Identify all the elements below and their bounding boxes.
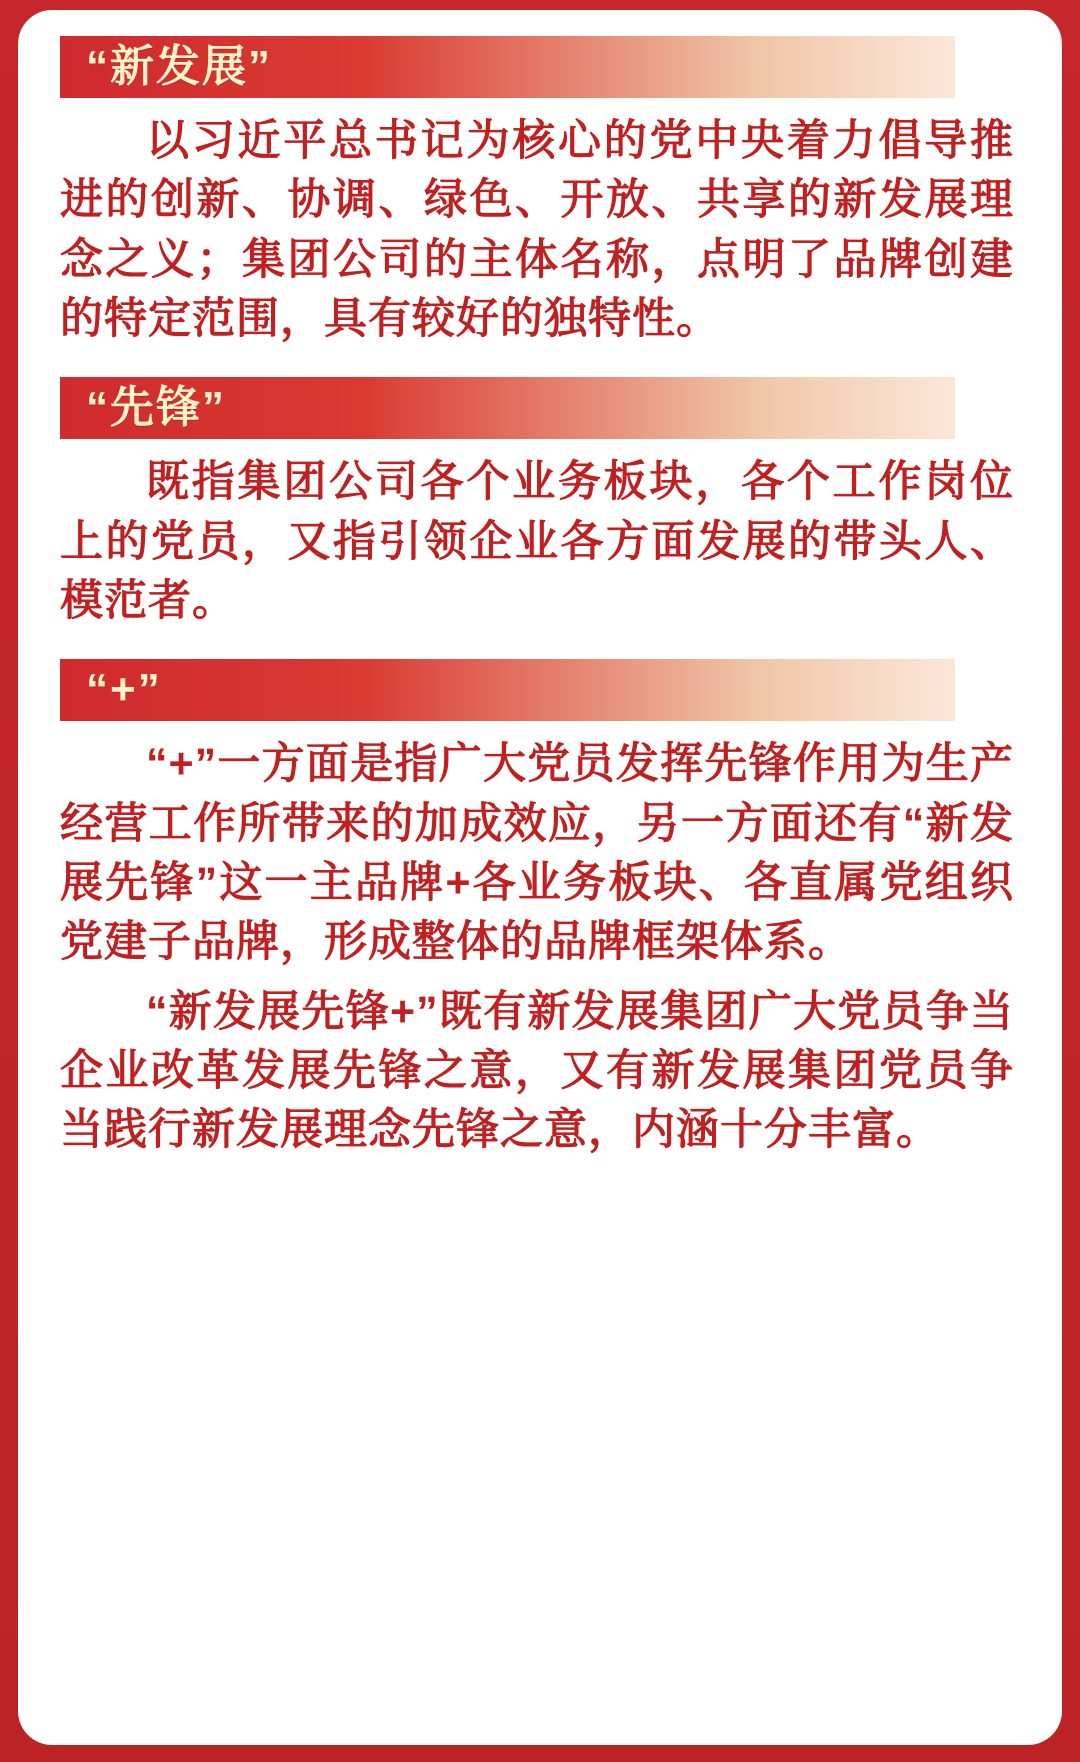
- spacer: [60, 359, 1020, 377]
- section-heading-text: “先锋”: [86, 383, 226, 433]
- section-paragraph: 以习近平总书记为核心的党中央着力倡导推进的创新、协调、绿色、开放、共享的新发展理念之义；集团公司的主体名称，点明了品牌创建的特定范围，具有较好的独特性。: [60, 117, 1014, 343]
- section-new-development: [60, 36, 1020, 349]
- section-heading-banner: [60, 36, 955, 98]
- section-paragraph: “+”一方面是指广大党员发挥先锋作用为生产经营工作所带来的加成效应，另一方面还有“新发展先锋”这一主品牌+各业务板块、各直属党组织党建子品牌，形成整体的品牌框架体系。: [60, 740, 1014, 967]
- section-paragraph: “新发展先锋+”既有新发展集团广大党员争当企业改革发展先锋之意，又有新发展集团党员争当践行新发展理念先锋之意，内涵十分丰富。: [60, 987, 1014, 1155]
- section-paragraph: 既指集团公司各个业务板块，各个工作岗位上的党员，又指引领企业各方面发展的带头人、模范者。: [60, 458, 1014, 625]
- section-heading-banner: [60, 659, 955, 721]
- section-heading-text: “+”: [86, 665, 162, 715]
- content-card: [18, 10, 1062, 1745]
- section-pioneer: [60, 377, 1020, 631]
- spacer: [60, 641, 1020, 659]
- section-heading-banner: [60, 377, 955, 439]
- section-plus: [60, 659, 1020, 1160]
- section-heading-text: “新发展”: [86, 42, 272, 91]
